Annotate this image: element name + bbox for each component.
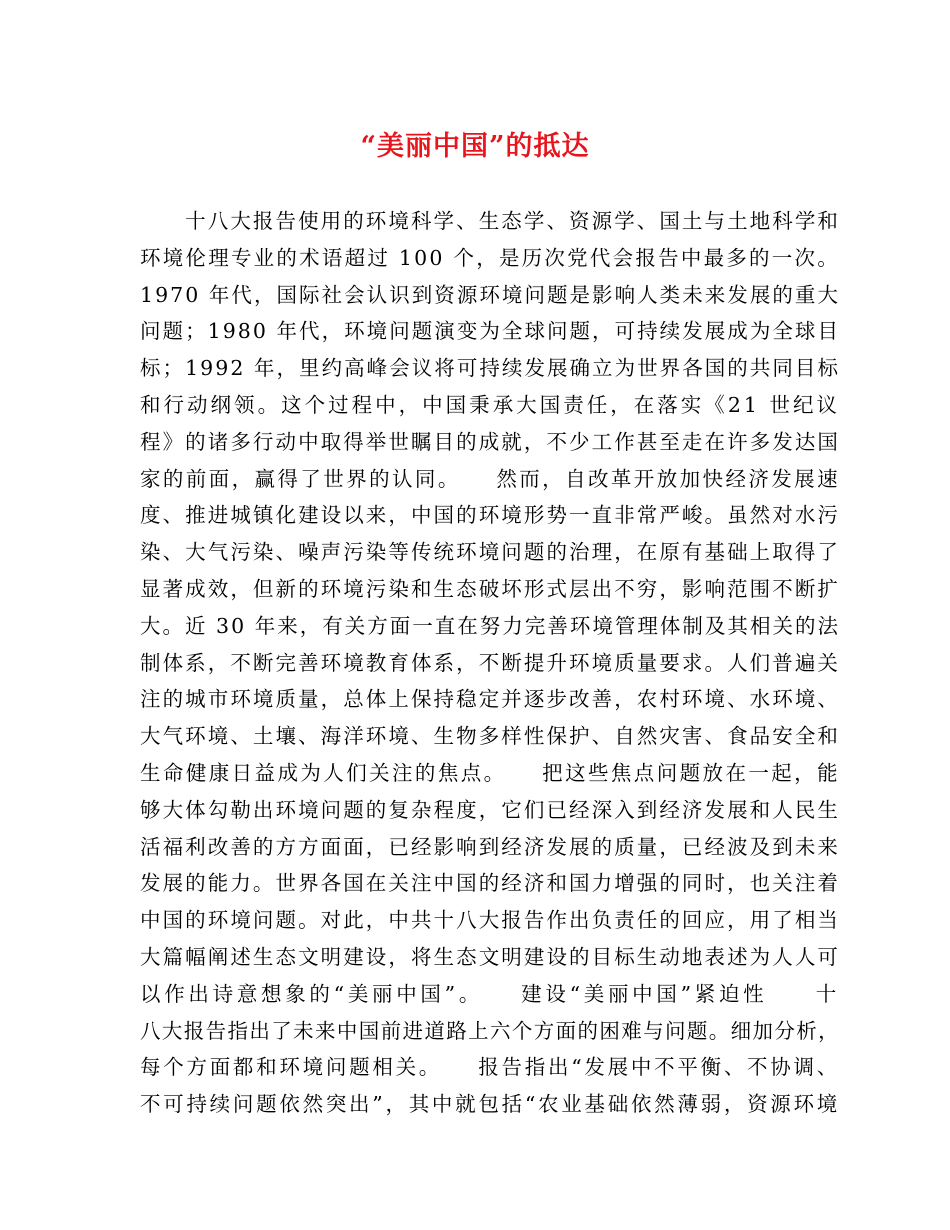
text-line: 大气环境、土壤、海洋环境、生物多样性保护、自然灾害、食品安全和 [140,724,840,749]
text-line: 每个方面都和环境问题相关。 报告指出“发展中不平衡、不协调、 [140,1055,840,1080]
text-line: 1970 年代，国际社会认识到资源环境问题是影响人类未来发展的重大 [140,282,840,307]
text-line: 染、大气污染、噪声污染等传统环境问题的治理，在原有基础上取得了 [140,540,840,565]
document-body [140,203,840,1123]
text-line: 中国的环境问题。对此，中共十八大报告作出负责任的回应，用了相当 [140,908,840,933]
text-line: 大。近 30 年来，有关方面一直在努力完善环境管理体制及其相关的法 [140,613,840,638]
document-title: “美丽中国”的抵达 [360,131,590,162]
text-line: 和行动纲领。这个过程中，中国秉承大国责任，在落实《21 世纪议 [140,392,840,417]
text-line: 标；1992 年，里约高峰会议将可持续发展确立为世界各国的共同目标 [140,356,840,381]
text-line: 家的前面，赢得了世界的认同。 然而，自改革开放加快经济发展速 [140,466,840,491]
text-line: 生命健康日益成为人们关注的焦点。 把这些焦点问题放在一起，能 [140,760,840,785]
text-line: 程》的诸多行动中取得举世瞩目的成就，不少工作甚至走在许多发达国 [140,429,840,454]
text-line: 问题；1980 年代，环境问题演变为全球问题，可持续发展成为全球目 [140,319,840,344]
text-line: 注的城市环境质量，总体上保持稳定并逐步改善，农村环境、水环境、 [140,687,840,712]
text-line: 大篇幅阐述生态文明建设，将生态文明建设的目标生动地表述为人人可 [140,944,840,969]
text-line: 环境伦理专业的术语超过 100 个，是历次党代会报告中最多的一次。 [140,245,840,270]
text-line: 度、推进城镇化建设以来，中国的环境形势一直非常严峻。虽然对水污 [140,503,840,528]
text-line: 发展的能力。世界各国在关注中国的经济和国力增强的同时，也关注着 [140,871,840,896]
text-line: 制体系，不断完善环境教育体系，不断提升环境质量要求。人们普遍关 [140,650,840,675]
text-line: 以作出诗意想象的“美丽中国”。 建设“美丽中国”紧迫性 十 [140,981,840,1006]
text-line: 显著成效，但新的环境污染和生态破坏形式层出不穷，影响范围不断扩 [140,576,840,601]
text-line: 活福利改善的方方面面，已经影响到经济发展的质量，已经波及到未来 [140,834,840,859]
text-line: 十八大报告使用的环境科学、生态学、资源学、国土与土地科学和 [140,209,840,233]
text-line: 够大体勾勒出环境问题的复杂程度，它们已经深入到经济发展和人民生 [140,797,840,822]
text-line: 八大报告指出了未来中国前进道路上六个方面的困难与问题。细加分析， [140,1018,840,1043]
text-line: 不可持续问题依然突出”，其中就包括“农业基础依然薄弱，资源环境 [140,1092,840,1117]
